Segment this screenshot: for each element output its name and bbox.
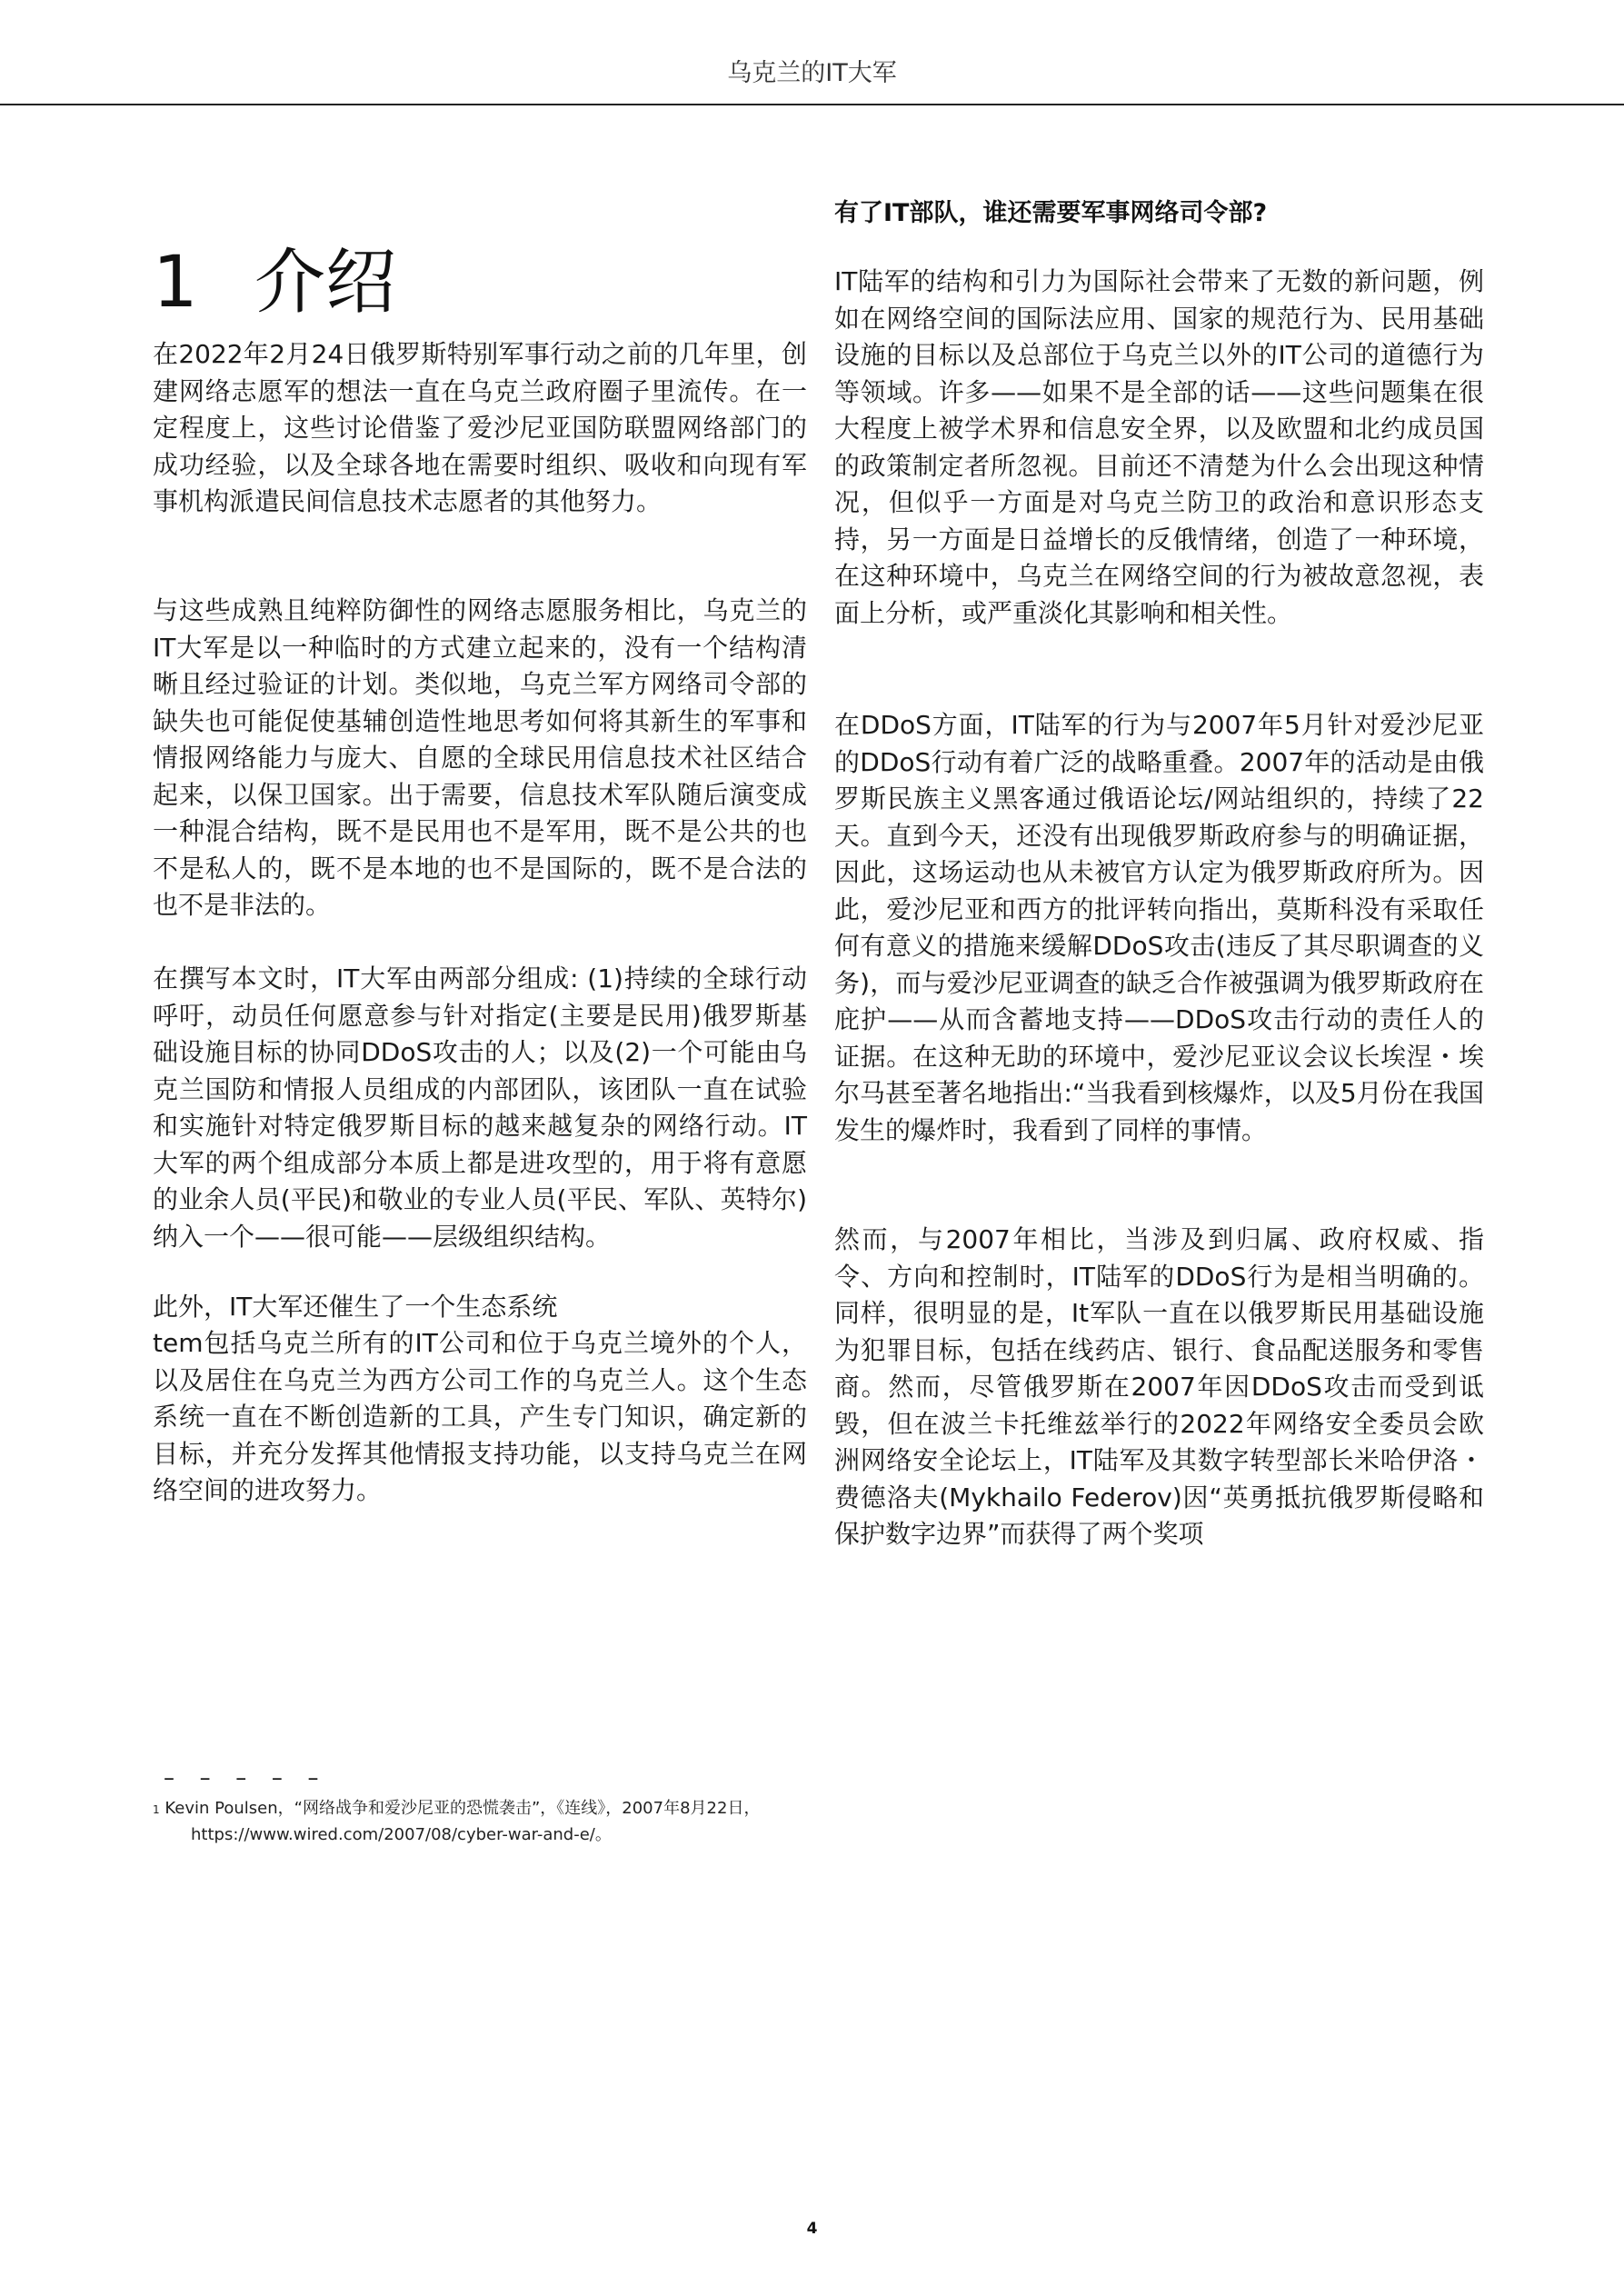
paragraph: 此外，IT大军还催生了一个生态系统 xyxy=(153,1292,558,1322)
paragraph: 在撰写本文时，IT大军由两部分组成: (1)持续的全球行动呼吁，动员任何愿意参与针对指定(主要是民用)俄罗斯基础设施目标的协同DDoS攻击的人；以及(2)一个可能由乌克兰国防和情报人员组成的内部团队，该团队一直在试验和实施针对特定俄罗斯目标的越来越复杂的网络行动。IT大军的两个组成部分本质上都是进攻型的，用于将有意愿的业余人员(平民)和敬业的专业人员(平民、军队、英特尔)纳入一个——很可能——层级组织结构。 xyxy=(153,963,807,1252)
paragraph: tem包括乌克兰所有的IT公司和位于乌克兰境外的个人，以及居住在乌克兰为西方公司工作的乌克兰人。这个生态系统一直在不断创造新的工具，产生专门知识，确定新的目标，并充分发挥其他情报支持功能，以支持乌克兰在网络空间的进攻努力。 xyxy=(153,1328,807,1505)
page-number: 4 xyxy=(806,2220,818,2238)
chapter-title: 介绍 xyxy=(254,242,397,324)
paragraph: 在2022年2月24日俄罗斯特别军事行动之前的几年里，创建网络志愿军的想法一直在乌克兰政府圈子里流传。在一定程度上，这些讨论借鉴了爱沙尼亚国防联盟网络部门的成功经验，以及全球各地在需要时组织、吸收和向现有军事机构派遣民间信息技术志愿者的其他努力。 xyxy=(153,339,807,516)
paragraph: 然而，与2007年相比，当涉及到归属、政府权威、指令、方向和控制时，IT陆军的DDoS行为是相当明确的。同样，很明显的是，It军队一直在以俄罗斯民用基础设施为犯罪目标，包括在线药店、银行、食品配送服务和零售商。然而，尽管俄罗斯在2007年因DDoS攻击而受到诋毁，但在波兰卡托维兹举行的2022年网络安全委员会欧洲网络安全论坛上，IT陆军及其数字转型部长米哈伊洛・费德洛夫(Mykhailo Federov)因“英勇抵抗俄罗斯侵略和保护数字边界”而获得了两个奖项 xyxy=(834,1224,1484,1549)
paragraph: 在DDoS方面，IT陆军的行为与2007年5月针对爱沙尼亚的DDoS行动有着广泛的战略重叠。2007年的活动是由俄罗斯民族主义黑客通过俄语论坛/网站组织的，持续了22天。直到今天，还没有出现俄罗斯政府参与的明确证据，因此，这场运动也从未被官方认定为俄罗斯政府所为。因此，爱沙尼亚和西方的批评转向指出，莫斯科没有采取任何有意义的措施来缓解DDoS攻击(违反了其尽职调查的义务)，而与爱沙尼亚调查的缺乏合作被强调为俄罗斯政府在庇护——从而含蓄地支持——DDoS攻击行动的责任人的证据。在这种无助的环境中，爱沙尼亚议会议长埃涅・埃尔马甚至著名地指出:“当我看到核爆炸，以及5月份在我国发生的爆炸时，我看到了同样的事情。 xyxy=(834,710,1484,1145)
paragraph: IT陆军的结构和引力为国际社会带来了无数的新问题，例如在网络空间的国际法应用、国家的规范行为、民用基础设施的目标以及总部位于乌克兰以外的IT公司的道德行为等领域。许多——如果不是全部的话——这些问题集在很大程度上被学术界和信息安全界，以及欧盟和北约成员国的政策制定者所忽视。目前还不清楚为什么会出现这种情况，但似乎一方面是对乌克兰防卫的政治和意识形态支持，另一方面是日益增长的反俄情绪，创造了一种环境，在这种环境中，乌克兰在网络空间的行为被故意忽视，表面上分析，或严重淡化其影响和相关性。 xyxy=(834,266,1484,628)
running-header: 乌克兰的IT大军 xyxy=(727,59,897,87)
chapter-number: 1 xyxy=(153,242,198,324)
paragraph: 与这些成熟且纯粹防御性的网络志愿服务相比，乌克兰的IT大军是以一种临时的方式建立起来的，没有一个结构清晰且经过验证的计划。类似地，乌克兰军方网络司令部的缺失也可能促使基辅创造性地思考如何将其新生的军事和情报网络能力与庞大、自愿的全球民用信息技术社区结合起来，以保卫国家。出于需要，信息技术军队随后演变成一种混合结构，既不是民用也不是军用，既不是公共的也不是私人的，既不是本地的也不是国际的，既不是合法的也不是非法的。 xyxy=(153,595,807,920)
footnote-marker: 1 xyxy=(153,1803,160,1816)
footnote xyxy=(153,1798,807,1846)
footnote-text: Kevin Poulsen，“网络战争和爱沙尼亚的恐慌袭击”，《连线》，2007年8月22日， xyxy=(164,1799,761,1818)
footnote-separator: – – – – – xyxy=(164,1765,328,1791)
header-rule xyxy=(0,104,1624,105)
chapter-heading xyxy=(153,225,396,327)
footnote-link[interactable]: https://www.wired.com/2007/08/cyber-war-and-e/。 xyxy=(191,1825,612,1844)
section-heading: 有了IT部队，谁还需要军事网络司令部? xyxy=(834,199,1268,227)
